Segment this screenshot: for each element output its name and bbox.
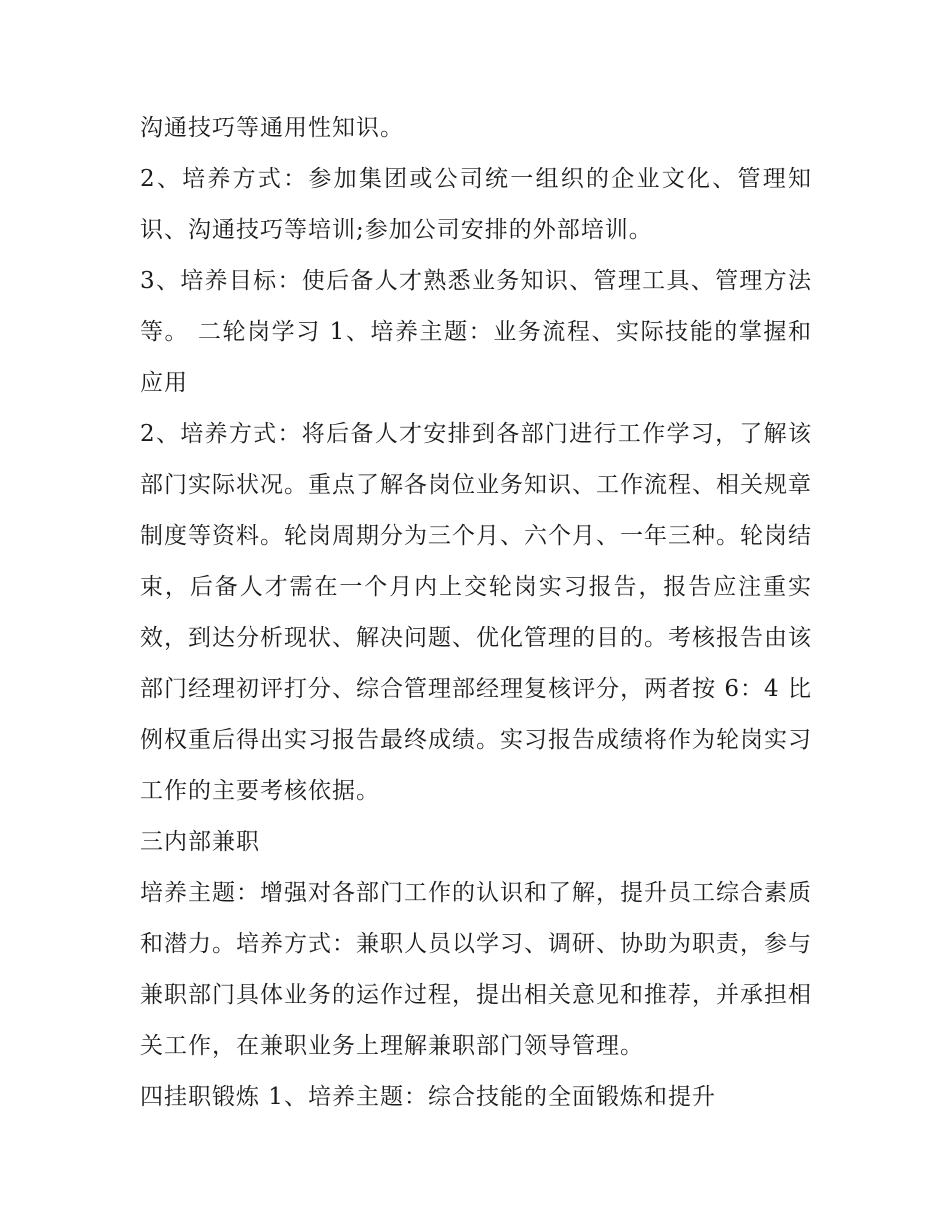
paragraph-6: 培养主题：增强对各部门工作的认识和了解，提升员工综合素质和潜力。培养方式：兼职人员以学习、调研、协助为职责，参与兼职部门具体业务的运作过程，提出相关意见和推荐，并承担相关工作，在兼职业务上理解兼职部门领导管理。	[140, 880, 812, 1059]
paragraph-3: 3、培养目标：使后备人才熟悉业务知识、管理工具、管理方法等。 二轮岗学习 1、培养主题：业务流程、实际技能的掌握和应用	[140, 268, 812, 396]
paragraph-4: 2、培养方式：将后备人才安排到各部门进行工作学习，了解该部门实际状况。重点了解各岗位业务知识、工作流程、相关规章制度等资料。轮岗周期分为三个月、六个月、一年三种。轮岗结束，后备人才需在一个月内上交轮岗实习报告，报告应注重实效，到达分析现状、解决问题、优化管理的目的。考核报告由该部门经理初评打分、综合管理部经理复核评分，两者按 6：4 比例权重后得出实习报告最终成绩。实习报告成绩将作为轮岗实习工作的主要考核依据。	[140, 421, 812, 804]
document-page	[140, 103, 812, 1123]
paragraph-2: 2、培养方式：参加集团或公司统一组织的企业文化、管理知识、沟通技巧等培训;参加公司安排的外部培训。	[140, 166, 812, 243]
section-heading-secondment: 四挂职锻炼 1、培养主题：综合技能的全面锻炼和提升	[140, 1084, 716, 1110]
paragraph-1: 沟通技巧等通用性知识。	[140, 115, 404, 141]
section-heading-part-time: 三内部兼职	[140, 829, 260, 855]
